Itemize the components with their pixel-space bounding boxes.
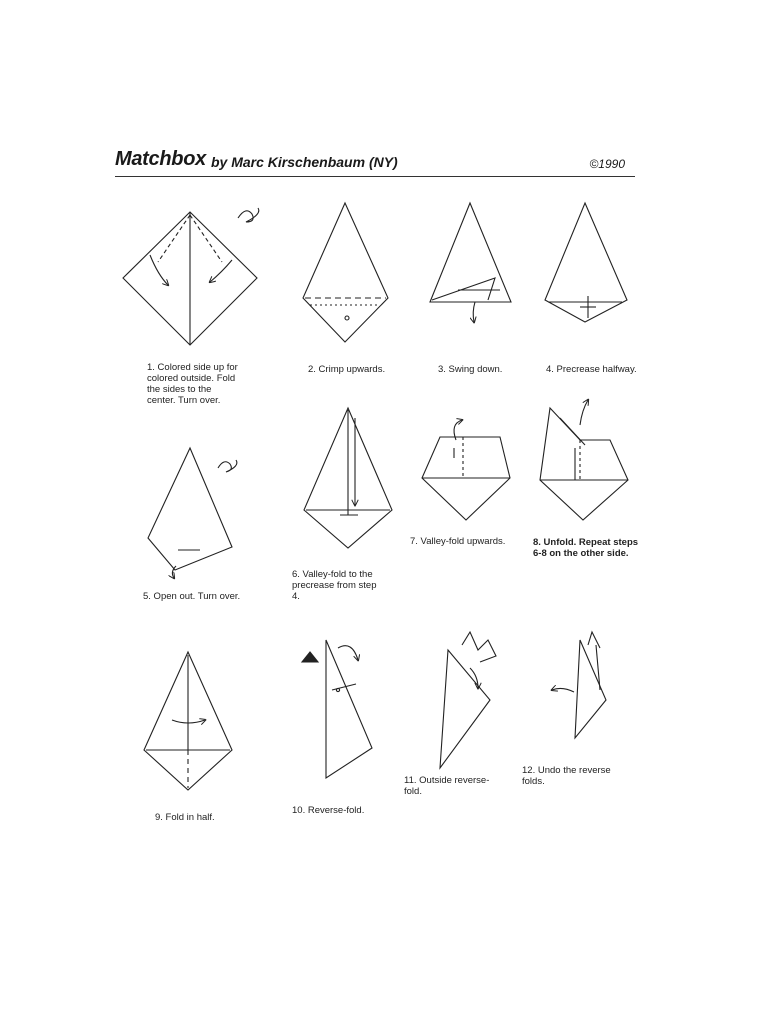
step-7-caption: 7. Valley-fold upwards.	[410, 536, 506, 547]
step-3-caption: 3. Swing down.	[438, 364, 503, 375]
step-6-caption: 6. Valley-fold to the precrease from step 4.	[292, 569, 377, 602]
author-byline: by Marc Kirschenbaum (NY)	[211, 154, 398, 170]
step-11-caption: 11. Outside reverse- fold.	[404, 775, 490, 797]
step-2-diagram	[303, 203, 388, 342]
step-9-diagram	[144, 652, 232, 790]
page-title: Matchbox	[115, 148, 206, 170]
step-1-caption: 1. Colored side up for colored outside. Fold the sides to the center. Turn over.	[147, 362, 238, 406]
step-7-diagram	[422, 420, 510, 520]
step-12-caption: 12. Undo the reverse folds.	[522, 765, 611, 787]
step-10-diagram	[302, 640, 372, 778]
step-5-caption: 5. Open out. Turn over.	[143, 591, 241, 602]
step-11-diagram	[440, 632, 496, 768]
step-9-caption: 9. Fold in half.	[155, 812, 215, 823]
step-1-diagram	[123, 208, 259, 345]
step-2-caption: 2. Crimp upwards.	[308, 364, 386, 375]
turn-over-icon	[238, 208, 259, 222]
turn-over-icon	[218, 460, 237, 472]
step-6-diagram	[304, 408, 392, 548]
step-4-diagram	[545, 203, 627, 322]
step-10-caption: 10. Reverse-fold.	[292, 805, 365, 816]
triangle-marker-icon	[302, 652, 318, 662]
step-3-diagram	[430, 203, 511, 322]
step-4-caption: 4. Precrease halfway.	[546, 364, 637, 375]
step-12-diagram	[552, 632, 606, 738]
copyright-notice: ©1990	[589, 157, 625, 171]
step-5-diagram	[148, 448, 237, 578]
step-8-caption: 8. Unfold. Repeat steps 6-8 on the other side.	[533, 537, 639, 559]
step-8-diagram	[540, 400, 628, 520]
